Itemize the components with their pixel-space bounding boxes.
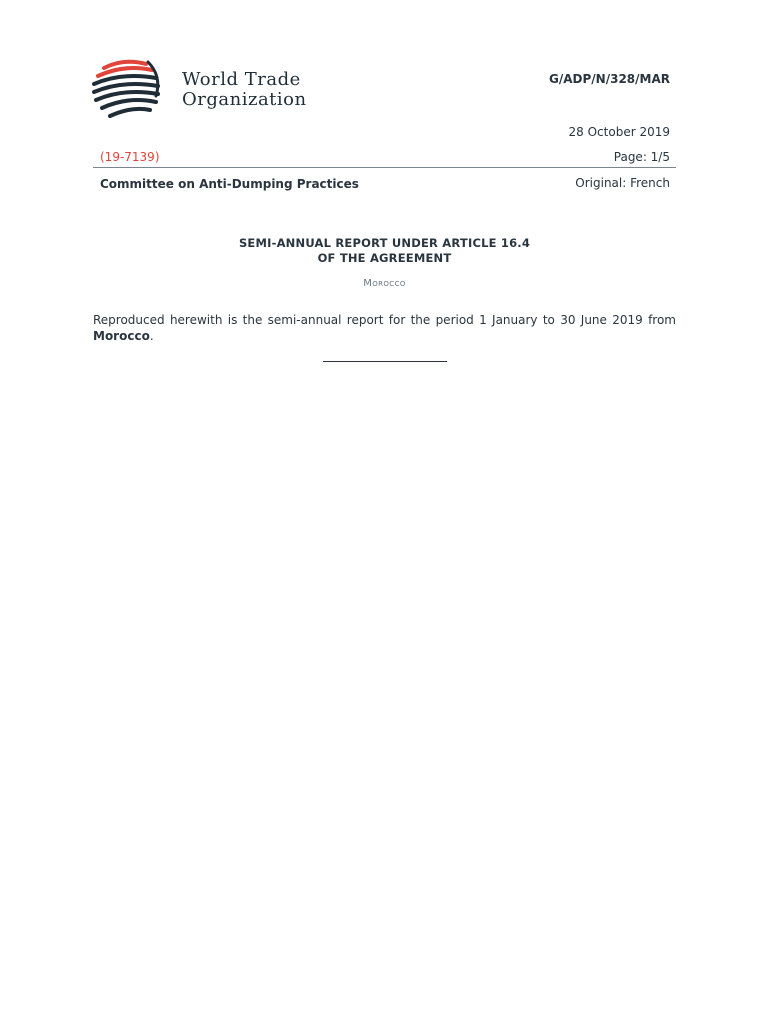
document-symbol: G/ADP/N/328/MAR bbox=[549, 72, 670, 86]
wordmark-line-2: Organization bbox=[182, 89, 307, 110]
wordmark-line-1: World Trade bbox=[182, 69, 301, 90]
page-number: Page: 1/5 bbox=[613, 150, 670, 164]
header-divider bbox=[93, 167, 676, 168]
wto-wordmark bbox=[182, 70, 307, 110]
body-member-bold: Morocco bbox=[93, 329, 150, 343]
title-line-2: OF THE AGREEMENT bbox=[317, 251, 452, 265]
wto-globe-icon bbox=[90, 56, 170, 126]
document-date: 28 October 2019 bbox=[568, 125, 670, 139]
end-of-document-rule bbox=[323, 361, 447, 362]
original-language: Original: French bbox=[575, 176, 670, 190]
wto-logo bbox=[90, 56, 350, 126]
body-paragraph bbox=[93, 312, 676, 344]
member-name: Morocco bbox=[363, 278, 406, 289]
committee-name: Committee on Anti-Dumping Practices bbox=[100, 177, 359, 191]
document-title bbox=[93, 236, 676, 266]
title-line-1: SEMI-ANNUAL REPORT UNDER ARTICLE 16.4 bbox=[238, 236, 531, 250]
body-text-before: Reproduced herewith is the semi-annual report for the period 1 January to 30 June 2019 from bbox=[93, 313, 676, 327]
reference-number: (19-7139) bbox=[100, 150, 160, 164]
body-text-after: . bbox=[149, 329, 154, 343]
